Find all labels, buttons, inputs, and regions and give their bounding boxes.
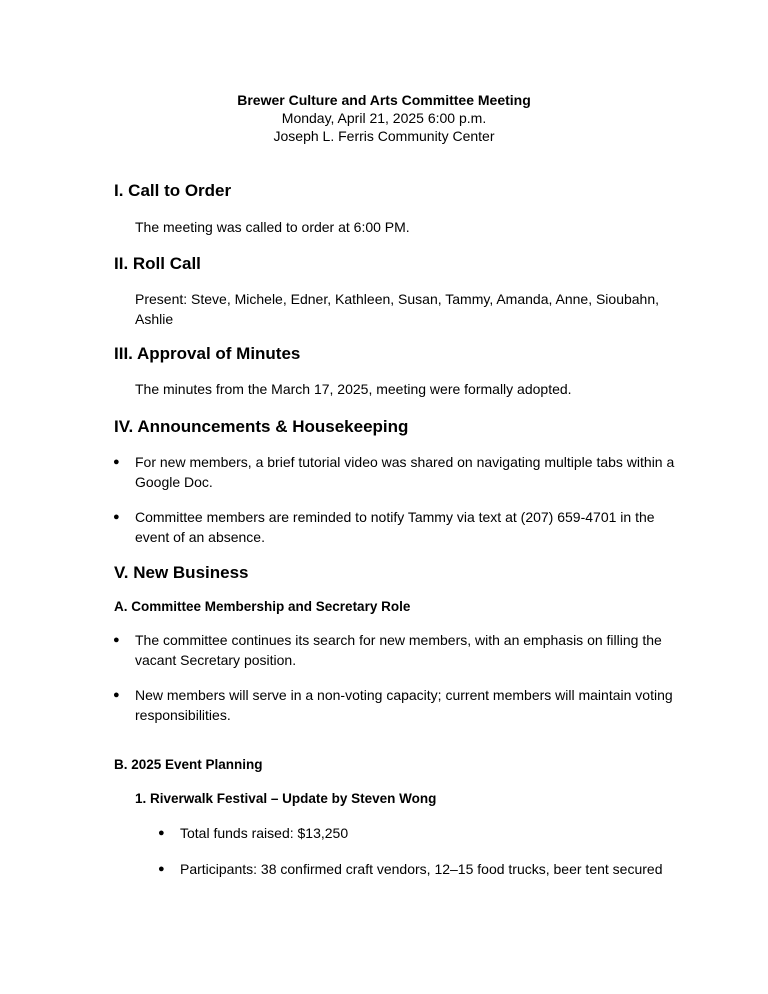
- call-to-order-text: The meeting was called to order at 6:00 PM.: [135, 219, 410, 235]
- subheading-riverwalk-festival: 1. Riverwalk Festival – Update by Steven Wong: [135, 791, 437, 806]
- approval-text: The minutes from the March 17, 2025, meeting were formally adopted.: [135, 381, 572, 397]
- list-item: New members will serve in a non-voting capacity; current members will maintain voting responsibilities.: [135, 687, 673, 723]
- meeting-date: Monday, April 21, 2025 6:00 p.m.: [281, 110, 487, 126]
- bullet-icon: ●: [158, 827, 165, 839]
- list-item: Total funds raised: $13,250: [180, 825, 349, 841]
- meeting-location: Joseph L. Ferris Community Center: [273, 128, 495, 144]
- heading-call-to-order: I. Call to Order: [114, 181, 232, 200]
- bullet-icon: ●: [113, 689, 120, 701]
- heading-announcements: IV. Announcements & Housekeeping: [114, 417, 409, 436]
- bullet-icon: ●: [113, 456, 120, 468]
- list-item: Participants: 38 confirmed craft vendors, 12–15 food trucks, beer tent secured: [180, 861, 663, 877]
- heading-roll-call: II. Roll Call: [114, 254, 201, 273]
- bullet-icon: ●: [113, 511, 120, 523]
- subheading-event-planning: B. 2025 Event Planning: [114, 757, 263, 772]
- roll-call-text: Present: Steve, Michele, Edner, Kathleen, Susan, Tammy, Amanda, Anne, Sioubahn, Ashlie: [135, 291, 660, 327]
- bullet-icon: ●: [158, 863, 165, 875]
- list-item: For new members, a brief tutorial video was shared on navigating multiple tabs within a Google Doc.: [135, 454, 675, 490]
- heading-approval-of-minutes: III. Approval of Minutes: [114, 344, 301, 363]
- list-item: Committee members are reminded to notify Tammy via text at (207) 659-4701 in the event of an absence.: [135, 509, 655, 545]
- heading-new-business: V. New Business: [114, 563, 249, 582]
- meeting-title: Brewer Culture and Arts Committee Meeting: [237, 92, 531, 108]
- bullet-icon: ●: [113, 634, 120, 646]
- list-item: The committee continues its search for new members, with an emphasis on filling the vacant Secretary position.: [135, 632, 662, 668]
- subheading-committee-membership: A. Committee Membership and Secretary Role: [114, 599, 411, 614]
